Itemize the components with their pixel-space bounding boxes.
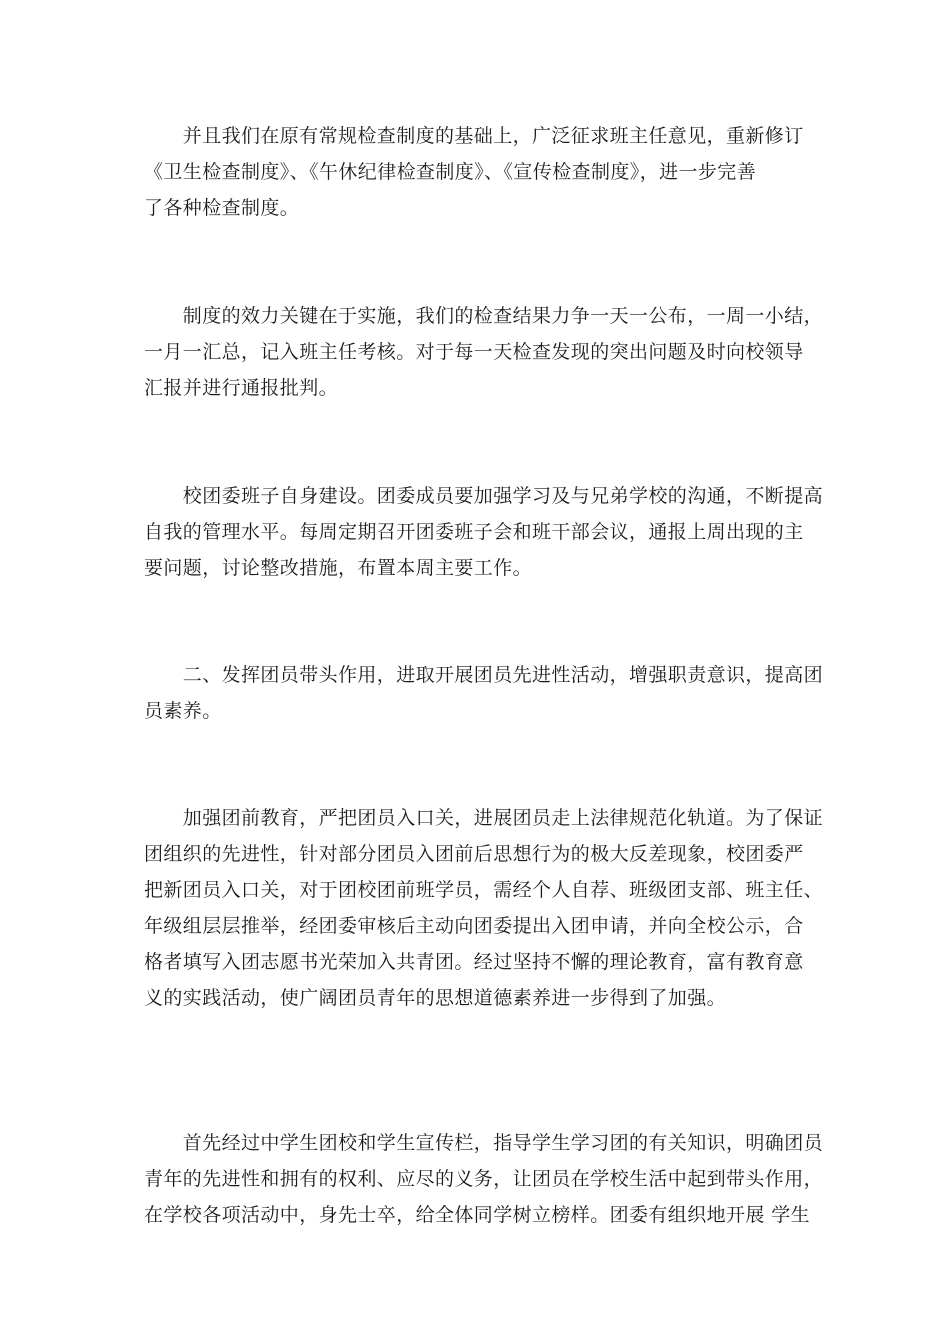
- paragraph-line: 年级组层层推举，经团委审核后主动向团委提出入团申请，并向全校公示，合: [144, 915, 804, 937]
- paragraph-line: 义的实践活动，使广阔团员青年的思想道德素养进一步得到了加强。: [144, 987, 727, 1009]
- section-heading-member-role: [144, 657, 824, 729]
- paragraph-line: 校团委班子自身建设。团委成员要加强学习及与兄弟学校的沟通，不断提高: [144, 485, 824, 507]
- paragraph-line: 青年的先进性和拥有的权利、应尽的义务，让团员在学校生活中起到带头作用，: [144, 1168, 824, 1190]
- paragraph-line: 首先经过中学生团校和学生宣传栏，指导学生学习团的有关知识，明确团员: [144, 1132, 824, 1154]
- paragraph-line: 在学校各项活动中，身先士卒，给全体同学树立榜样。团委有组织地开展 学生: [144, 1204, 811, 1226]
- paragraph-line: 加强团前教育，严把团员入口关，进展团员走上法律规范化轨道。为了保证: [144, 807, 824, 829]
- paragraph-line: 一月一汇总，记入班主任考核。对于每一天检查发现的突出问题及时向校领导: [144, 341, 804, 363]
- paragraph-inspection-system: [144, 118, 806, 226]
- paragraph-line: 格者填写入团志愿书光荣加入共青团。经过坚持不懈的理论教育，富有教育意: [144, 951, 804, 973]
- paragraph-pre-membership-education: [144, 800, 824, 1016]
- paragraph-line: 《卫生检查制度》、《午休纪律检查制度》、《宣传检查制度》，进一步完善: [144, 161, 757, 183]
- paragraph-line: 团组织的先进性，针对部分团员入团前后思想行为的极大反差现象，校团委严: [144, 843, 804, 865]
- paragraph-line: 制度的效力关键在于实施，我们的检查结果力争一天一公布，一周一小结，: [144, 305, 824, 327]
- paragraph-line: 了各种检查制度。: [144, 197, 300, 219]
- paragraph-line: 把新团员入口关，对于团校团前班学员，需经个人自荐、班级团支部、班主任、: [144, 879, 824, 901]
- paragraph-line: 二、发挥团员带头作用，进取开展团员先进性活动，增强职责意识，提高团: [144, 664, 824, 686]
- paragraph-youth-school: [144, 1125, 824, 1233]
- paragraph-line: 员素养。: [144, 700, 222, 722]
- paragraph-line: 汇报并进行通报批判。: [144, 377, 339, 399]
- paragraph-line: 要问题，讨论整改措施，布置本周主要工作。: [144, 557, 533, 579]
- paragraph-line: 自我的管理水平。每周定期召开团委班子会和班干部会议，通报上周出现的主: [144, 521, 804, 543]
- paragraph-implementation: [144, 298, 824, 406]
- paragraph-line: 并且我们在原有常规检查制度的基础上，广泛征求班主任意见，重新修订: [144, 125, 804, 147]
- paragraph-committee-building: [144, 478, 824, 586]
